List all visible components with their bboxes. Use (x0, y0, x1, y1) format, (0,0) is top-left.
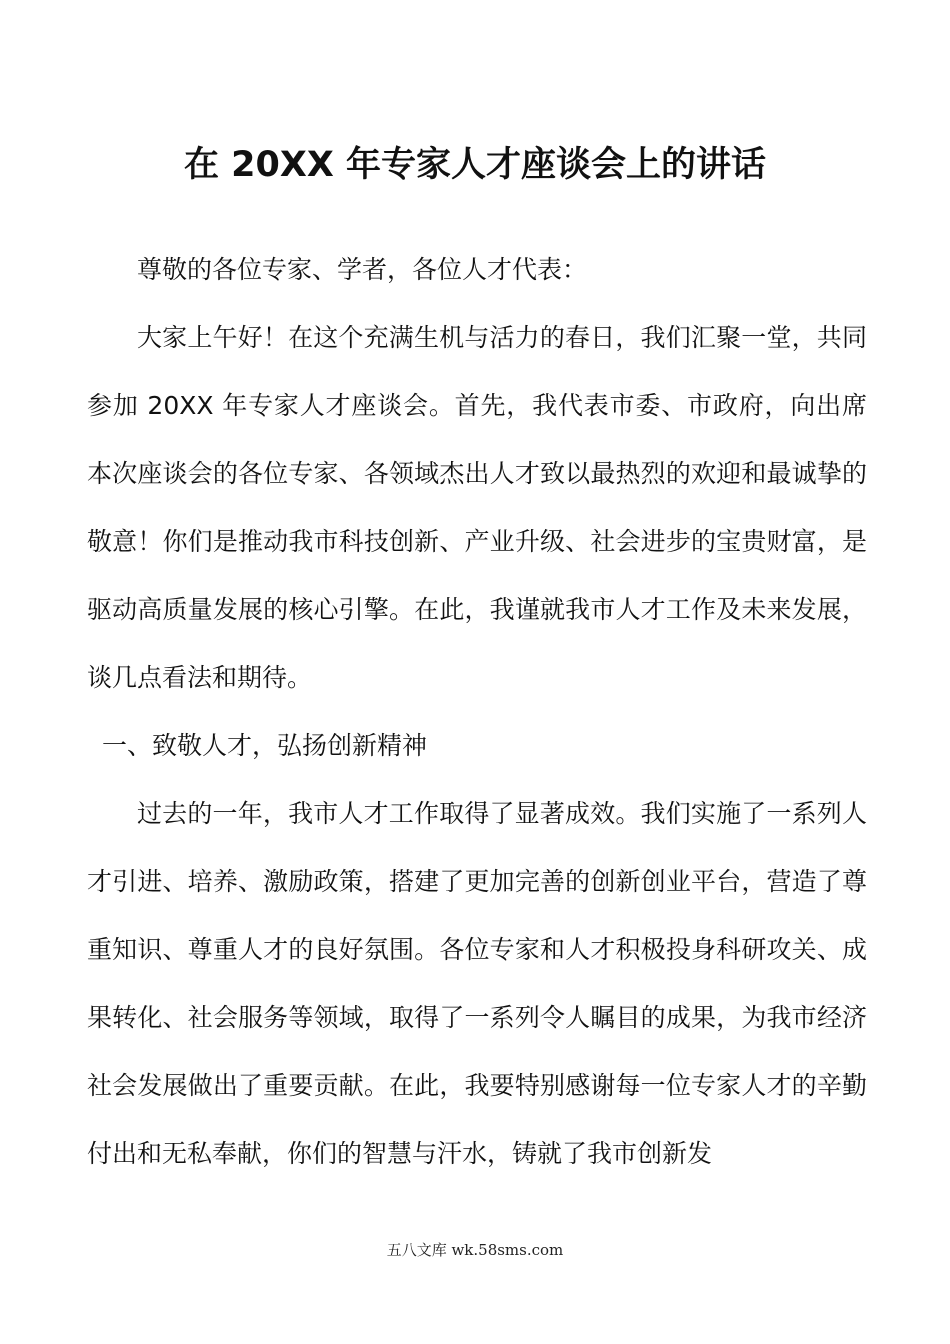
document-body (87, 236, 867, 1188)
section-heading: 一、致敬人才，弘扬创新精神 (102, 731, 428, 760)
salutation: 尊敬的各位专家、学者，各位人才代表： (137, 255, 588, 284)
paragraph: 大家上午好！在这个充满生机与活力的春日，我们汇聚一堂，共同参加 20XX 年专家人才座谈会。首先，我代表市委、市政府，向出席本次座谈会的各位专家、各领域杰出人才致以最热烈的欢迎和最诚挚的敬意！你们是推动我市科技创新、产业升级、社会进步的宝贵财富，是驱动高质量发展的核心引擎。在此，我谨就我市人才工作及未来发展，谈几点看法和期待。 (87, 323, 867, 692)
paragraph: 过去的一年，我市人才工作取得了显著成效。我们实施了一系列人才引进、培养、激励政策，搭建了更加完善的创新创业平台，营造了尊重知识、尊重人才的良好氛围。各位专家和人才积极投身科研攻关、成果转化、社会服务等领域，取得了一系列令人瞩目的成果，为我市经济社会发展做出了重要贡献。在此，我要特别感谢每一位专家人才的辛勤付出和无私奉献，你们的智慧与汗水，铸就了我市创新发 (87, 799, 867, 1168)
document-title: 在 20XX 年专家人才座谈会上的讲话 (183, 145, 767, 185)
footer-watermark: 五八文库 wk.58sms.com (386, 1241, 564, 1259)
